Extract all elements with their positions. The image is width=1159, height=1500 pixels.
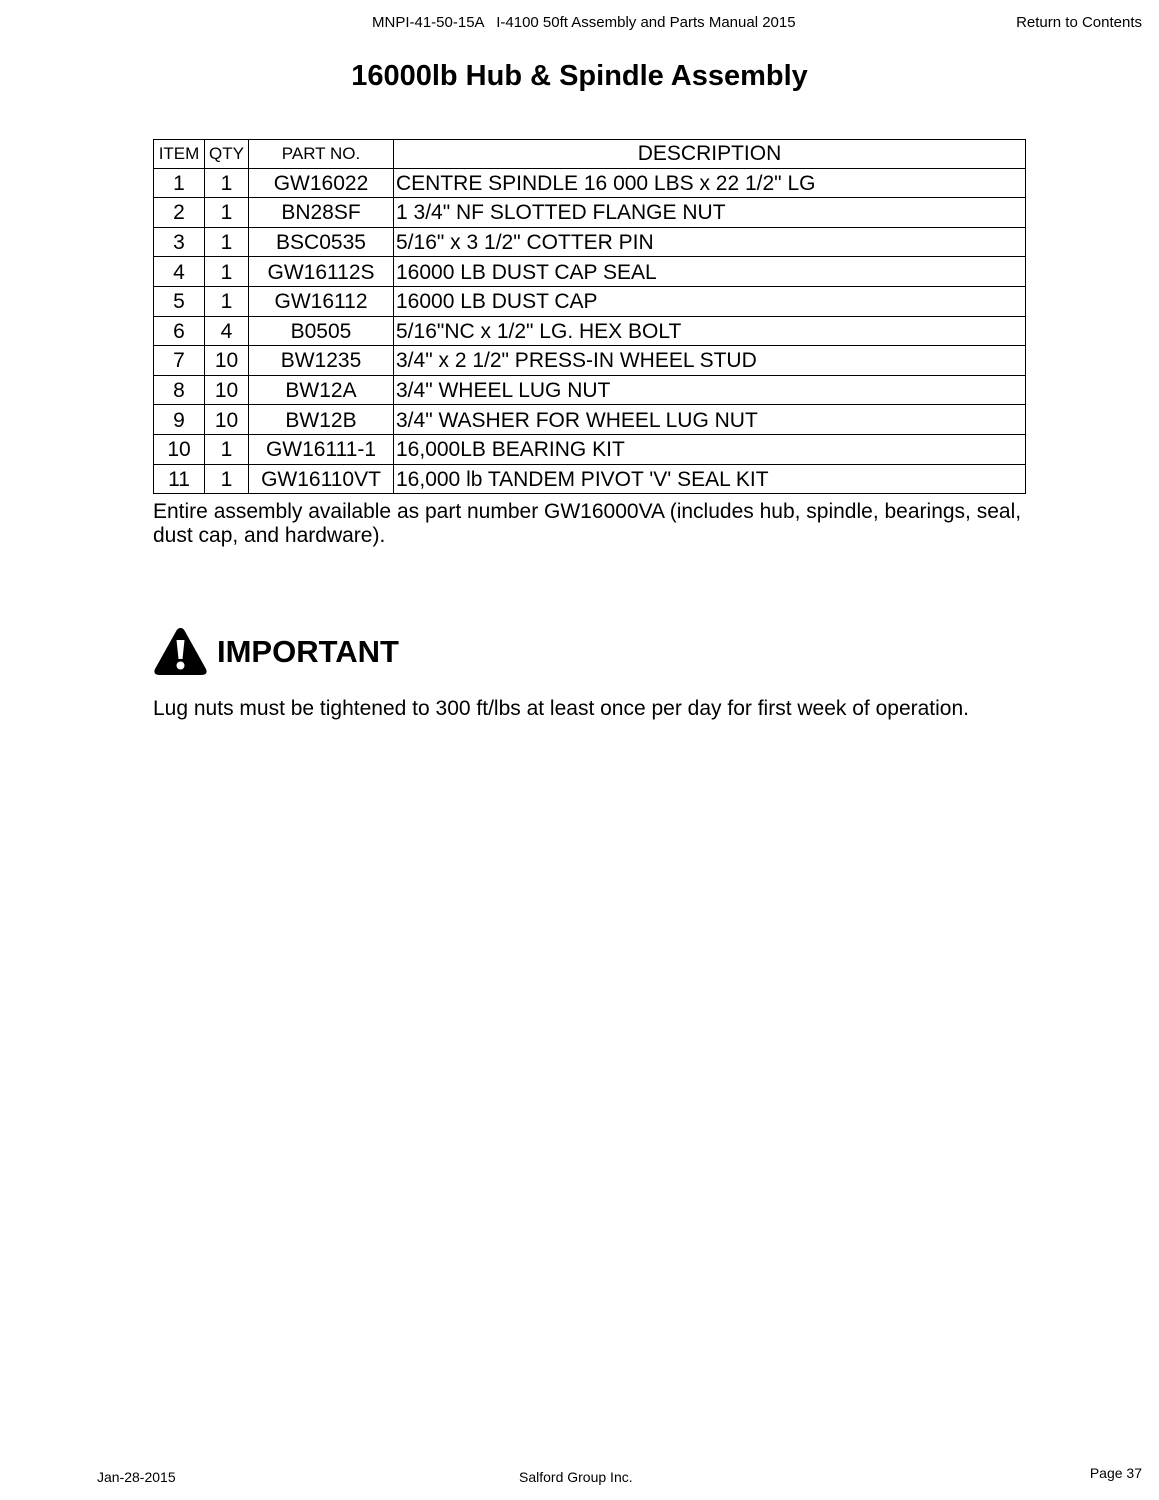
parts-table-header-row — [154, 140, 1026, 169]
item-cell: 4 — [154, 257, 205, 287]
part-no-cell: GW16110VT — [249, 464, 394, 494]
column-header-qty: QTY — [205, 140, 249, 169]
table-row — [154, 375, 1026, 405]
qty-cell: 10 — [205, 405, 249, 435]
item-cell: 11 — [154, 464, 205, 494]
qty-cell: 10 — [205, 346, 249, 376]
part-no-cell: BW12A — [249, 375, 394, 405]
description-cell: 16000 LB DUST CAP SEAL — [394, 257, 1026, 287]
important-label: IMPORTANT — [217, 634, 399, 669]
description-cell: 16,000 lb TANDEM PIVOT 'V' SEAL KIT — [394, 464, 1026, 494]
item-cell: 6 — [154, 316, 205, 346]
item-cell: 5 — [154, 286, 205, 316]
item-cell: 3 — [154, 227, 205, 257]
part-no-cell: GW16112S — [249, 257, 394, 287]
table-row — [154, 286, 1026, 316]
footer-date: Jan-28-2015 — [97, 1469, 176, 1485]
assembly-note: Entire assembly available as part number GW16000VA (includes hub, spindle, bearings, seal, dust cap, and hardware). — [153, 500, 1022, 547]
description-cell: 16,000LB BEARING KIT — [394, 434, 1026, 464]
item-cell: 2 — [154, 198, 205, 228]
description-cell: 3/4" WHEEL LUG NUT — [394, 375, 1026, 405]
part-no-cell: BW12B — [249, 405, 394, 435]
footer-company: Salford Group Inc. — [519, 1469, 633, 1485]
description-cell: 5/16" x 3 1/2" COTTER PIN — [394, 227, 1026, 257]
qty-cell: 4 — [205, 316, 249, 346]
part-no-cell: GW16111-1 — [249, 434, 394, 464]
table-row — [154, 168, 1026, 198]
table-row — [154, 405, 1026, 435]
part-no-cell: BSC0535 — [249, 227, 394, 257]
description-cell: 3/4" x 2 1/2" PRESS-IN WHEEL STUD — [394, 346, 1026, 376]
document-header-title: MNPI-41-50-15A I-4100 50ft Assembly and Parts Manual 2015 — [372, 14, 796, 31]
qty-cell: 1 — [205, 227, 249, 257]
table-row — [154, 346, 1026, 376]
description-cell: 3/4" WASHER FOR WHEEL LUG NUT — [394, 405, 1026, 435]
important-message: Lug nuts must be tightened to 300 ft/lbs at least once per day for first week of operation. — [153, 697, 969, 720]
table-row — [154, 257, 1026, 287]
column-header-item: ITEM — [154, 140, 205, 169]
qty-cell: 1 — [205, 434, 249, 464]
qty-cell: 1 — [205, 464, 249, 494]
qty-cell: 1 — [205, 257, 249, 287]
footer-page-number: Page 37 — [1089, 1465, 1142, 1481]
part-no-cell: GW16022 — [249, 168, 394, 198]
qty-cell: 1 — [205, 168, 249, 198]
description-cell: 5/16"NC x 1/2" LG. HEX BOLT — [394, 316, 1026, 346]
table-row — [154, 227, 1026, 257]
qty-cell: 1 — [205, 286, 249, 316]
return-to-contents-link[interactable]: Return to Contents — [1016, 14, 1142, 31]
important-heading — [152, 625, 399, 677]
table-row — [154, 198, 1026, 228]
item-cell: 8 — [154, 375, 205, 405]
parts-table — [153, 139, 1026, 494]
qty-cell: 10 — [205, 375, 249, 405]
table-row — [154, 316, 1026, 346]
table-row — [154, 464, 1026, 494]
part-no-cell: BN28SF — [249, 198, 394, 228]
column-header-part-no: PART NO. — [249, 140, 394, 169]
column-header-description: DESCRIPTION — [394, 140, 1026, 169]
item-cell: 9 — [154, 405, 205, 435]
warning-triangle-icon — [152, 625, 209, 677]
part-no-cell: B0505 — [249, 316, 394, 346]
part-no-cell: BW1235 — [249, 346, 394, 376]
qty-cell: 1 — [205, 198, 249, 228]
description-cell: CENTRE SPINDLE 16 000 LBS x 22 1/2" LG — [394, 168, 1026, 198]
description-cell: 16000 LB DUST CAP — [394, 286, 1026, 316]
part-no-cell: GW16112 — [249, 286, 394, 316]
description-cell: 1 3/4" NF SLOTTED FLANGE NUT — [394, 198, 1026, 228]
item-cell: 10 — [154, 434, 205, 464]
page-title: 16000lb Hub & Spindle Assembly — [351, 60, 808, 92]
item-cell: 1 — [154, 168, 205, 198]
item-cell: 7 — [154, 346, 205, 376]
table-row — [154, 434, 1026, 464]
